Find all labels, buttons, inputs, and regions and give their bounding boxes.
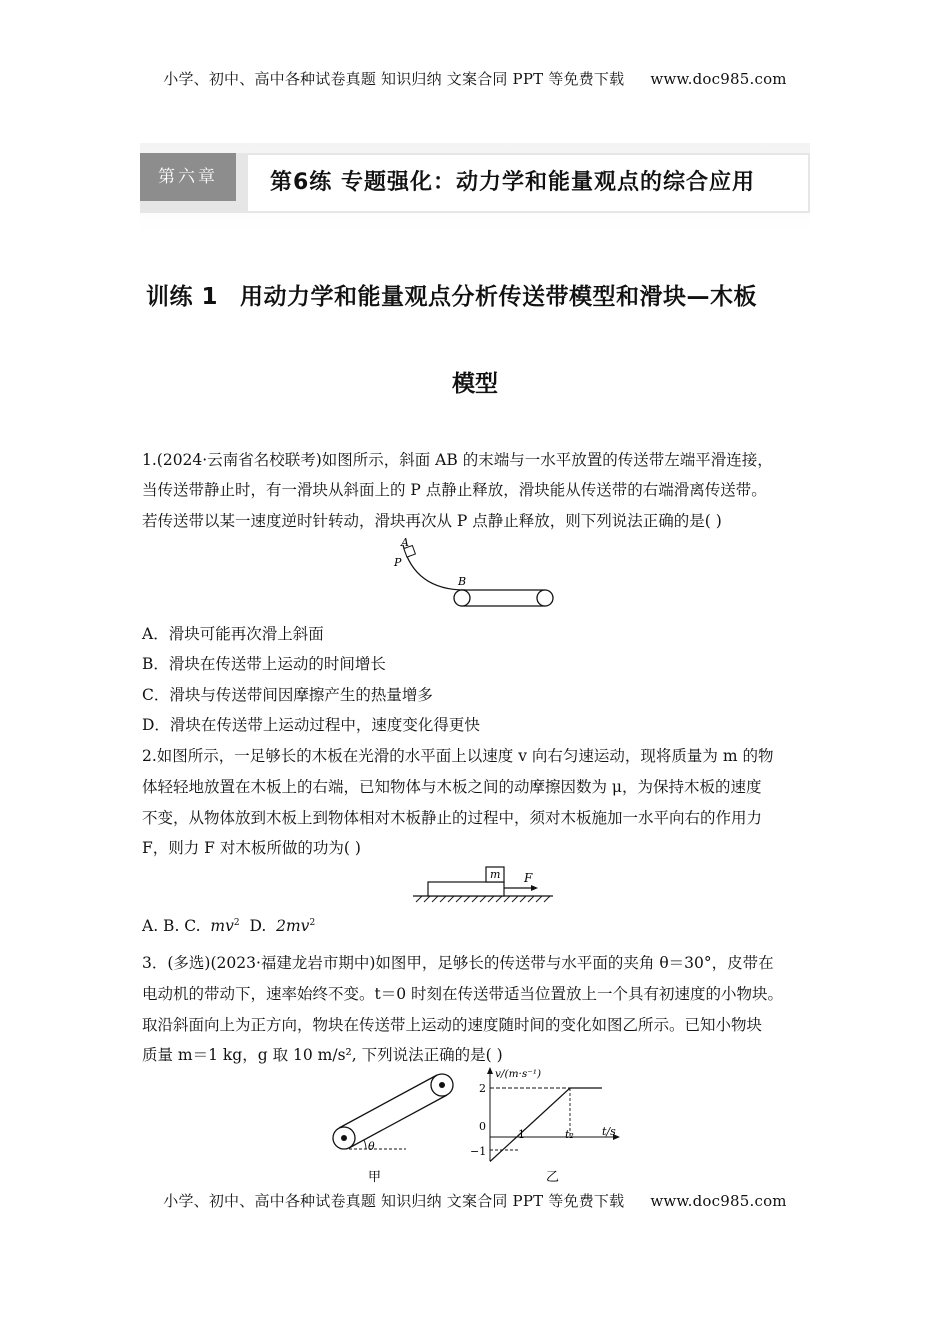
chapter-title: 第6练 专题强化：动力学和能量观点的综合应用 xyxy=(248,155,808,211)
tick-t2: t₂ xyxy=(565,1128,574,1141)
tick-1: 1 xyxy=(518,1128,525,1141)
q2-figure xyxy=(408,862,558,904)
label-f: F xyxy=(524,871,533,885)
tick-2: 2 xyxy=(479,1082,486,1095)
tick-minus1: −1 xyxy=(470,1145,487,1158)
theta-label: θ xyxy=(368,1140,375,1153)
caption-jia: 甲 xyxy=(368,1170,382,1185)
section-title-text: 用动力学和能量观点分析传送带模型和滑块—木板 xyxy=(240,284,758,310)
x-axis-label: t/s xyxy=(602,1125,616,1138)
q1-line: 当传送带静止时，有一滑块从斜面上的 P 点静止释放，滑块能从传送带的右端滑离传送带。 xyxy=(142,481,767,499)
section-title-line2: 模型 xyxy=(452,371,498,397)
section-title xyxy=(146,278,757,311)
label-a: A xyxy=(401,536,409,549)
label-p: P xyxy=(394,556,402,569)
page-header xyxy=(0,68,950,89)
caption-yi: 乙 xyxy=(546,1170,560,1185)
option-c: C．滑块与传送带间因摩擦产生的热量增多 xyxy=(142,686,433,704)
chapter-label: 第六章 xyxy=(140,153,236,201)
label-b: B xyxy=(458,575,467,588)
q1-figure xyxy=(385,535,565,613)
page-footer xyxy=(0,1190,950,1211)
q3-line: 取沿斜面向上为正方向，物块在传送带上运动的速度随时间的变化如图乙所示。已知小物块 xyxy=(142,1016,763,1034)
y-axis-label: v/(m·s⁻¹) xyxy=(495,1068,542,1080)
chapter-banner xyxy=(140,143,810,233)
q3-figure-jia xyxy=(326,1068,466,1188)
footer-site: www.doc985.com xyxy=(650,1192,787,1210)
tick-0: 0 xyxy=(479,1120,486,1133)
q3-line: 质量 m＝1 kg，g 取 10 m/s², 下列说法正确的是( ) xyxy=(142,1046,503,1064)
option-a: A．滑块可能再次滑上斜面 xyxy=(142,625,324,643)
q3-line: 电动机的带动下，速率始终不变。t＝0 时刻在传送带适当位置放上一个具有初速度的小物块。 xyxy=(142,985,784,1003)
q1-line: 若传送带以某一速度逆时针转动，滑块再次从 P 点静止释放，则下列说法正确的是( ) xyxy=(142,512,722,530)
q1-line: 1.(2024·云南省名校联考)如图所示，斜面 AB 的末端与一水平放置的传送带左端平滑连接， xyxy=(142,451,773,469)
label-m: m xyxy=(490,868,501,881)
q2-line: F，则力 F 对木板所做的功为( ) xyxy=(142,839,361,857)
q2-line: 不变，从物体放到木板上到物体相对木板静止的过程中，须对木板施加一水平向右的作用力 xyxy=(142,809,763,827)
q2-options: A. B. C. $mv^2$ D. $2mv^2$ xyxy=(142,917,316,935)
header-site: www.doc985.com xyxy=(650,70,787,88)
q3-line: 3．(多选)(2023·福建龙岩市期中)如图甲，足够长的传送带与水平面的夹角 θ＝30°，皮带在 xyxy=(142,954,774,972)
option-b: B．滑块在传送带上运动的时间增长 xyxy=(142,655,386,673)
option-d: D．滑块在传送带上运动过程中，速度变化得更快 xyxy=(142,716,480,734)
vt-series-line xyxy=(490,1088,602,1162)
section-number: 训练 1 xyxy=(146,284,219,310)
q2-line: 体轻轻地放置在木板上的右端，已知物体与木板之间的动摩擦因数为 μ，为保持木板的速度 xyxy=(142,778,762,796)
footer-text: 小学、初中、高中各种试卷真题 知识归纳 文案合同 PPT 等免费下载 xyxy=(163,1192,625,1210)
header-text: 小学、初中、高中各种试卷真题 知识归纳 文案合同 PPT 等免费下载 xyxy=(163,70,625,88)
q3-figure-yi xyxy=(470,1065,630,1189)
q2-line: 2.如图所示，一足够长的木板在光滑的水平面上以速度 v 向右匀速运动，现将质量为 m 的物 xyxy=(142,747,774,765)
